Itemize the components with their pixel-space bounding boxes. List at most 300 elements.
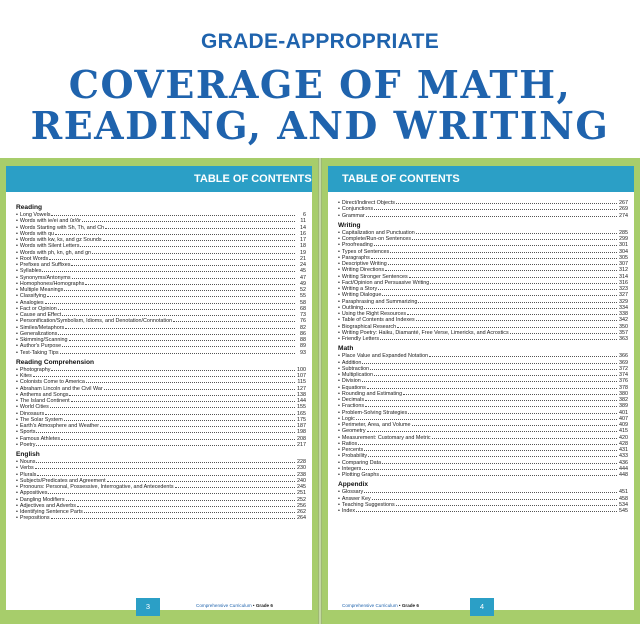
dot-leader (378, 286, 617, 290)
toc-entry-label: Generalizations (19, 330, 58, 337)
dot-leader (372, 496, 617, 500)
toc-entry-label: Author's Purpose (19, 343, 62, 350)
bullet-icon: • (16, 262, 18, 268)
page-footer-left (0, 592, 318, 620)
bullet-icon: • (338, 329, 340, 336)
toc-entry-label: Dangling Modifiers (19, 496, 65, 503)
bullet-icon: • (16, 330, 18, 337)
toc-section (338, 481, 628, 514)
dot-leader (55, 231, 295, 235)
toc-section (338, 200, 628, 219)
dot-leader (412, 422, 617, 426)
toc-entry-page: 89 (300, 343, 306, 350)
dot-leader (105, 225, 295, 229)
dot-leader (175, 484, 295, 488)
toc-entry-page: 267 (619, 200, 628, 206)
toc-entry-label: Multiple Meanings (19, 287, 64, 293)
dot-leader (397, 324, 617, 328)
bullet-icon: • (16, 465, 18, 472)
toc-entry-page: 86 (300, 330, 306, 337)
toc-section-title: Reading Comprehension (16, 358, 95, 366)
toc-entry-page: 264 (297, 515, 306, 522)
bullet-icon: • (16, 366, 18, 373)
toc-entry-label: Fact/Opinion and Persuasive Writing (341, 279, 430, 286)
dot-leader (36, 442, 295, 446)
bullet-icon: • (16, 459, 18, 465)
toc-entry-page: 316 (619, 279, 628, 286)
toc-entry-label: Rounding and Estimating (341, 390, 403, 397)
toc-entry-label: Fractions (341, 403, 365, 410)
toc-entry-label: Writing Poetry: Haiku, Diamanté, Free Verse, Limericks, and Acrostics (341, 329, 509, 336)
toc-entry-label: Subjects/Predicates and Agreement (19, 477, 106, 484)
toc-entry-page: 49 (300, 280, 306, 287)
toc-entry-page: 329 (619, 298, 628, 305)
toc-entry-label: World Cities (19, 404, 49, 411)
toc-entry-label: Words Starting with Sh, Th, and Ch (19, 224, 105, 231)
dot-leader (382, 292, 617, 296)
toc-entry-page: 431 (619, 447, 628, 453)
bullet-icon: • (16, 280, 18, 287)
toc-entry-page: 238 (297, 471, 306, 478)
toc-section-title: Math (338, 345, 354, 353)
toc-right-column (328, 192, 634, 610)
toc-entry-label: Complete/Run-on Sentences (341, 236, 412, 242)
dot-leader (510, 330, 617, 334)
bullet-icon: • (16, 423, 18, 429)
toc-entry-page: 47 (300, 274, 306, 281)
dot-leader (374, 206, 617, 210)
dot-leader (374, 372, 617, 376)
dot-leader (35, 465, 295, 469)
dot-leader (432, 435, 617, 439)
toc-entry-page: 366 (619, 353, 628, 360)
toc-entry-page: 252 (297, 496, 306, 503)
toc-entry-label: Long Vowels (19, 212, 51, 218)
toc-entry-label: Division (341, 378, 361, 385)
dot-leader (36, 459, 295, 463)
toc-entry-page: 262 (297, 509, 306, 515)
curriculum-grade: Grade 6 (401, 603, 419, 608)
bullet-icon: • (16, 435, 18, 442)
toc-entry-page: 305 (619, 254, 628, 261)
toc-entry-page: 14 (300, 224, 306, 231)
toc-entry-label: Words with kw, ks, and gz Sounds (19, 237, 102, 243)
bullet-icon: • (338, 254, 340, 261)
page-footer-right (322, 592, 640, 620)
toc-entry-page: 407 (619, 415, 628, 422)
bullet-icon: • (16, 287, 18, 293)
toc-entry-label: Abraham Lincoln and the Civil War (19, 385, 103, 392)
toc-entry-page: 363 (619, 336, 628, 342)
dot-leader (85, 281, 295, 285)
toc-section-title: Appendix (338, 481, 369, 489)
dot-leader (380, 472, 617, 476)
toc-entry-label: Answer Key (341, 495, 371, 502)
bullet-icon: • (16, 299, 18, 306)
toc-entry-page: 342 (619, 317, 628, 324)
toc-entry-label: Anthems and Songs (19, 391, 69, 398)
dot-leader (47, 293, 295, 297)
toc-entry-label: Addition (341, 359, 362, 366)
dot-leader (103, 237, 295, 241)
toc-entry-label: Glossary (341, 489, 364, 496)
bullet-icon: • (338, 242, 340, 249)
toc-entry-label: Outlining (341, 304, 364, 311)
dot-leader (429, 353, 617, 357)
toc-entry-label: Logic (341, 415, 355, 422)
toc-section-title: Writing (338, 221, 361, 229)
toc-entry-label: Proofreading (341, 242, 373, 249)
bullet-icon: • (16, 324, 18, 331)
dot-leader (64, 417, 295, 421)
bullet-icon: • (16, 391, 18, 398)
toc-header-right: TABLE OF CONTENTS (328, 166, 634, 192)
toc-entry-page: 88 (300, 337, 306, 343)
bullet-icon: • (16, 337, 18, 343)
toc-section-title: Reading (16, 204, 43, 211)
dot-leader (396, 502, 617, 506)
bullet-icon: • (16, 243, 18, 250)
toc-entry-page: 165 (297, 410, 306, 417)
dot-leader (412, 236, 617, 240)
toc-entry (16, 442, 306, 448)
bullet-icon: • (16, 496, 18, 503)
toc-entry-label: Writing Directions (341, 267, 385, 274)
toc-entry-label: Synonyms/Antonyms (19, 274, 71, 281)
toc-entry-page: 327 (619, 292, 628, 299)
bullet-icon: • (16, 274, 18, 281)
toc-entry-label: Prepositions (19, 515, 50, 522)
toc-entry-label: Geometry (341, 428, 366, 435)
dot-leader (84, 509, 295, 513)
toc-section (16, 359, 306, 448)
toc-entry-page: 256 (297, 502, 306, 509)
dot-leader (407, 311, 617, 315)
bullet-icon: • (16, 230, 18, 237)
hero-subtitle: GRADE-APPROPRIATE (200, 30, 440, 53)
dot-leader (362, 360, 617, 364)
dot-leader (71, 262, 295, 266)
toc-entry-page: 323 (619, 286, 628, 292)
toc-entry-label: Identifying Sentence Parts (19, 509, 83, 515)
bullet-icon: • (338, 465, 340, 472)
dot-leader (403, 391, 617, 395)
bullet-icon: • (338, 415, 340, 422)
bullet-icon: • (338, 459, 340, 466)
toc-entry-page: 451 (619, 489, 628, 496)
bullet-icon: • (338, 267, 340, 274)
toc-entry-page: 127 (297, 385, 306, 392)
dot-leader (367, 428, 617, 432)
bullet-icon: • (16, 429, 18, 436)
toc-entry-page: 380 (619, 390, 628, 397)
toc-entry-page: 18 (300, 243, 306, 250)
dot-leader (366, 213, 617, 217)
bullet-icon: • (16, 398, 18, 404)
bullet-icon: • (16, 349, 18, 356)
bullet-icon: • (16, 490, 18, 497)
bullet-icon: • (338, 495, 340, 502)
bullet-icon: • (338, 353, 340, 360)
dot-leader (62, 312, 295, 316)
bullet-icon: • (338, 508, 340, 514)
toc-entry-page: 433 (619, 453, 628, 460)
dot-leader (64, 287, 295, 291)
toc-entry-label: Plurals (19, 471, 37, 478)
bullet-icon: • (16, 441, 18, 448)
toc-entry-page: 228 (297, 459, 306, 465)
toc-entry-page: 52 (300, 287, 306, 293)
page-number-left: 3 (136, 598, 160, 616)
bullet-icon: • (16, 255, 18, 262)
toc-entry-page: 299 (619, 236, 628, 242)
toc-header-left: TABLE OF CONTENTS (6, 166, 312, 192)
toc-entry-page: 19 (300, 249, 306, 256)
bullet-icon: • (16, 305, 18, 312)
toc-entry-page: 55 (300, 293, 306, 300)
dot-leader (49, 256, 295, 260)
toc-entry-page: 45 (300, 268, 306, 275)
toc-entry-page: 138 (297, 391, 306, 398)
bullet-icon: • (338, 298, 340, 305)
dot-leader (416, 230, 617, 234)
toc-entry-label: Friendly Letters (341, 336, 380, 342)
dot-leader (72, 275, 295, 279)
bullet-icon: • (16, 268, 18, 275)
bullet-icon: • (338, 378, 340, 385)
dot-leader (356, 508, 617, 512)
toc-entry-label: Descriptive Writing (341, 261, 387, 267)
dot-leader (430, 280, 617, 284)
toc-entry-label: Index (341, 508, 356, 514)
toc-entry-label: Integers (341, 465, 362, 472)
dot-leader (371, 255, 617, 259)
bullet-icon: • (338, 384, 340, 391)
toc-entry-page: 21 (300, 255, 306, 262)
toc-entry-label: Fact or Opinion (19, 305, 57, 312)
dot-leader (409, 274, 617, 278)
toc-entry-page: 187 (297, 423, 306, 429)
bullet-icon: • (338, 317, 340, 324)
toc-entry-page: 369 (619, 359, 628, 366)
toc-left-column (6, 192, 312, 610)
toc-section-title: English (16, 451, 40, 458)
toc-entry-label: Words with ph, kn, gh, and gn (19, 249, 92, 256)
toc-entry-label: Subtraction (341, 365, 370, 372)
dot-leader (388, 261, 617, 265)
dot-leader (45, 300, 295, 304)
toc-entry-label: Adjectives and Adverbs (19, 502, 76, 509)
bullet-icon: • (338, 409, 340, 416)
toc-entry-page: 372 (619, 365, 628, 372)
toc-entry-page: 68 (300, 305, 306, 312)
left-page (0, 158, 318, 624)
hero-banner (0, 0, 640, 158)
toc-entry-page: 175 (297, 416, 306, 423)
dot-leader (86, 379, 295, 383)
toc-entry-label: Perimeter, Area, and Volume (341, 422, 411, 428)
dot-leader (60, 350, 295, 354)
bullet-icon: • (338, 229, 340, 236)
dot-leader (62, 343, 295, 347)
dot-leader (370, 366, 617, 370)
toc-section (16, 451, 306, 522)
dot-leader (358, 441, 617, 445)
toc-entry-label: Using the Right Resources (341, 311, 407, 317)
toc-entry-label: Percents (341, 447, 364, 453)
toc-entry-label: Colonists Come to America (19, 379, 85, 386)
bullet-icon: • (338, 311, 340, 317)
toc-entry-page: 409 (619, 422, 628, 428)
toc-entry-page: 76 (300, 318, 306, 325)
toc-entry-label: Paragraphs (341, 254, 370, 261)
toc-entry-page: 230 (297, 465, 306, 472)
dot-leader (385, 267, 617, 271)
toc-entry-label: Biographical Research (341, 323, 397, 330)
toc-entry-label: Table of Contents and Indexes (341, 317, 415, 324)
bullet-icon: • (16, 212, 18, 218)
dot-leader (374, 242, 617, 246)
toc-entry-label: Grammar (341, 212, 365, 219)
toc-section (338, 222, 628, 343)
dot-leader (364, 489, 617, 493)
bullet-icon: • (16, 471, 18, 478)
bullet-icon: • (16, 502, 18, 509)
curriculum-separator: • (397, 603, 402, 608)
toc-entry-label: Ratios (341, 440, 358, 447)
bullet-icon: • (338, 372, 340, 378)
bullet-icon: • (16, 293, 18, 300)
toc-entry (338, 472, 628, 478)
toc-entry-page: 115 (297, 379, 306, 386)
toc-entry-page: 382 (619, 397, 628, 403)
toc-entry-label: Probability (341, 453, 368, 460)
bullet-icon: • (16, 404, 18, 411)
bullet-icon: • (338, 447, 340, 453)
hero-title-line-2: READING, AND WRITING (30, 103, 610, 148)
open-book (0, 158, 640, 624)
toc-entry-page: 301 (619, 242, 628, 249)
toc-entry-label: Problem-Solving Strategies (341, 409, 408, 416)
bullet-icon: • (16, 379, 18, 386)
toc-entry-label: Words with Silent Letters (19, 243, 80, 250)
toc-entry-label: Writing Stronger Sentences (341, 273, 408, 280)
toc-entry-label: Poetry (19, 441, 36, 448)
toc-entry-label: Types of Sentences (341, 248, 390, 255)
toc-entry-page: 428 (619, 440, 628, 447)
toc-entry-label: Conjunctions (341, 206, 374, 213)
toc-entry-page: 420 (619, 434, 628, 441)
toc-entry-label: Plotting Graphs (341, 472, 380, 478)
right-page (322, 158, 640, 624)
dot-leader (362, 378, 617, 382)
dot-leader (36, 429, 295, 433)
bullet-icon: • (338, 236, 340, 242)
curriculum-brand: Comprehensive Curriculum (342, 603, 398, 608)
dot-leader (100, 423, 295, 427)
toc-entry-label: Classifying (19, 293, 46, 300)
toc-entry-label: Paraphrasing and Summarizing (341, 298, 418, 305)
dot-leader (58, 331, 295, 335)
toc-entry-page: 155 (297, 404, 306, 411)
bullet-icon: • (16, 218, 18, 225)
dot-leader (48, 490, 295, 494)
toc-entry-page: 415 (619, 428, 628, 435)
bullet-icon: • (338, 323, 340, 330)
dot-leader (51, 367, 295, 371)
toc-entry-page: 100 (297, 366, 306, 373)
toc-entry-page: 24 (300, 262, 306, 268)
toc-entry-page: 534 (619, 501, 628, 508)
bullet-icon: • (338, 365, 340, 372)
bullet-icon: • (338, 248, 340, 255)
toc-entry-page: 107 (297, 373, 306, 379)
toc-entry-label: Root Words (19, 255, 49, 262)
toc-entry (16, 350, 306, 356)
toc-entry-page: 82 (300, 324, 306, 331)
bullet-icon: • (338, 292, 340, 299)
dot-leader (382, 460, 617, 464)
bullet-icon: • (338, 200, 340, 206)
bullet-icon: • (338, 428, 340, 435)
toc-entry-page: 274 (619, 212, 628, 219)
toc-entry-label: Multiplication (341, 372, 374, 378)
dot-leader (416, 317, 617, 321)
toc-entry-label: Decimals (341, 397, 365, 403)
dot-leader (42, 268, 295, 272)
dot-leader (61, 436, 295, 440)
toc-entry-label: Writing a Story (341, 286, 378, 292)
dot-leader (37, 472, 295, 476)
dot-leader (173, 318, 295, 322)
toc-entry-label: Place Value and Expanded Notation (341, 353, 429, 360)
toc-entry-label: Kites (19, 373, 32, 379)
dot-leader (51, 212, 295, 216)
toc-entry-label: The Island Continent (19, 398, 70, 404)
toc-entry-label: Analogies (19, 299, 44, 306)
toc-entry-page: 401 (619, 409, 628, 416)
bullet-icon: • (338, 212, 340, 219)
toc-entry-page: 312 (619, 267, 628, 274)
bullet-icon: • (338, 359, 340, 366)
bullet-icon: • (338, 390, 340, 397)
dot-leader (58, 306, 295, 310)
toc-entry-page: 217 (297, 441, 306, 448)
toc-entry-page: 58 (300, 299, 306, 306)
toc-entry-label: Pronouns: Personal, Possessive, Interrogative, and Antecedents (19, 484, 174, 490)
page-number-right: 4 (470, 598, 494, 616)
toc-entry-label: Appositives (19, 490, 48, 497)
toc-entry-label: Skimming/Scanning (19, 337, 68, 343)
toc-entry-label: Verbs (19, 465, 34, 472)
toc-entry-page: 378 (619, 384, 628, 391)
toc-entry-label: Cause and Effect (19, 312, 62, 318)
toc-entry-page: 6 (303, 212, 306, 218)
dot-leader (71, 398, 295, 402)
toc-entry-page: 350 (619, 323, 628, 330)
bullet-icon: • (338, 397, 340, 403)
toc-entry-page: 11 (300, 218, 306, 225)
dot-leader (368, 453, 617, 457)
toc-entry-page: 16 (300, 230, 306, 237)
toc-entry-page: 73 (300, 312, 306, 318)
dot-leader (33, 373, 295, 377)
toc-section (338, 345, 628, 478)
toc-entry-label: Capitalization and Punctuation (341, 229, 415, 236)
dot-leader (418, 299, 617, 303)
dot-leader (69, 337, 295, 341)
toc-entry-page: 436 (619, 459, 628, 466)
